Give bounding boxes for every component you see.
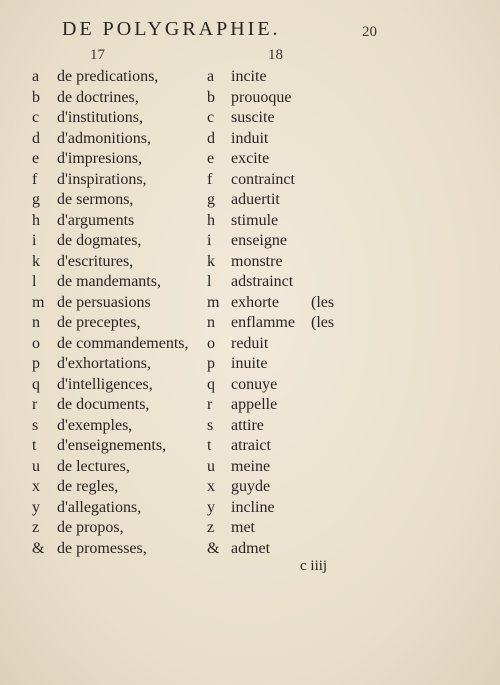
table-row [0, 129, 500, 150]
table-row [0, 313, 500, 334]
column-number-left: 17 [90, 47, 105, 63]
row-word-left: d'impresions, [57, 150, 143, 167]
row-word-left: de predications, [57, 68, 159, 85]
table-row [0, 272, 500, 293]
row-word-right: guyde [231, 478, 271, 495]
row-key-right: x [207, 478, 215, 495]
table-row [0, 354, 500, 375]
row-word-right: excite [231, 150, 270, 167]
row-word-right: inuite [231, 355, 268, 372]
row-key-right: e [207, 150, 215, 167]
row-word-right: stimule [231, 211, 279, 229]
row-word-left: d'inspirations, [57, 170, 147, 188]
row-key-right: b [207, 88, 215, 106]
row-word-right: atraict [231, 437, 271, 454]
row-word-left: d'institutions, [57, 109, 144, 126]
row-key-left: g [32, 191, 40, 208]
row-key-left: e [32, 150, 40, 167]
row-key-left: f [32, 170, 38, 188]
table-row [0, 190, 500, 211]
row-key-right: q [207, 375, 215, 393]
row-word-right: contrainct [231, 170, 295, 188]
row-word-right: admet [231, 539, 271, 557]
row-word-right: induit [231, 129, 269, 147]
row-key-left: z [32, 519, 40, 536]
row-key-right: o [207, 334, 215, 352]
row-key-left: u [32, 457, 40, 475]
row-bracket-note: (les [311, 314, 335, 331]
row-word-left: d'admonitions, [57, 129, 151, 147]
table-row [0, 149, 500, 170]
page-number: 20 [362, 24, 377, 40]
row-key-left: o [32, 334, 40, 352]
row-key-right: u [207, 457, 215, 475]
row-word-left: d'exemples, [57, 416, 133, 434]
row-word-right: suscite [231, 109, 275, 126]
row-word-left: d'intelligences, [57, 375, 153, 393]
row-key-right: n [207, 314, 215, 331]
row-key-right: & [207, 539, 220, 557]
row-word-left: de sermons, [57, 191, 134, 208]
row-word-left: de mandemants, [57, 273, 161, 290]
row-key-left: & [32, 539, 45, 557]
row-word-left: de promesses, [57, 539, 147, 557]
row-key-left: d [32, 129, 40, 147]
row-word-right: adstrainct [231, 273, 294, 290]
row-word-right: enflamme [231, 314, 295, 331]
row-word-right: prouoque [231, 88, 292, 106]
row-key-left: l [32, 273, 37, 290]
row-word-left: de lectures, [57, 457, 130, 475]
row-key-right: l [207, 273, 212, 290]
row-key-right: g [207, 191, 215, 208]
row-key-left: a [32, 68, 40, 85]
row-word-left: de persuasions [57, 293, 151, 311]
row-key-left: k [32, 252, 40, 270]
table-row [0, 457, 500, 478]
row-key-right: i [207, 232, 212, 249]
row-word-right: monstre [231, 252, 283, 270]
row-word-left: de documents, [57, 396, 150, 413]
row-word-right: reduit [231, 334, 269, 352]
cipher-table [0, 67, 500, 559]
table-row [0, 436, 500, 457]
table-row [0, 293, 500, 314]
row-key-left: s [32, 416, 39, 434]
row-bracket-note: (les [311, 293, 335, 311]
table-row [0, 88, 500, 109]
signature-mark: c iiij [300, 558, 328, 574]
row-word-left: de preceptes, [57, 314, 141, 331]
row-key-left: p [32, 355, 40, 372]
row-key-left: h [32, 211, 40, 229]
row-key-right: y [207, 498, 215, 516]
row-key-right: d [207, 129, 215, 147]
row-word-right: meine [231, 457, 271, 475]
row-key-right: p [207, 355, 215, 372]
row-word-left: d'arguments [57, 211, 135, 229]
row-key-left: t [32, 437, 37, 454]
row-key-left: q [32, 375, 40, 393]
row-key-left: x [32, 478, 40, 495]
row-key-right: t [207, 437, 212, 454]
row-key-right: m [207, 293, 220, 311]
row-word-right: enseigne [231, 232, 287, 249]
table-row [0, 170, 500, 191]
row-key-left: n [32, 314, 40, 331]
row-word-right: met [231, 519, 255, 536]
table-row [0, 231, 500, 252]
table-row [0, 211, 500, 232]
table-row [0, 334, 500, 355]
table-row [0, 498, 500, 519]
row-word-left: de doctrines, [57, 88, 139, 106]
running-head: DE POLYGRAPHIE. [62, 18, 281, 40]
row-key-left: c [32, 109, 40, 126]
row-word-left: de regles, [57, 478, 119, 495]
table-row [0, 416, 500, 437]
table-row [0, 395, 500, 416]
row-key-right: a [207, 68, 215, 85]
table-row [0, 252, 500, 273]
table-row [0, 477, 500, 498]
row-key-right: r [207, 396, 213, 413]
table-row [0, 67, 500, 88]
row-word-left: d'exhortations, [57, 355, 151, 372]
row-key-left: y [32, 498, 40, 516]
table-row [0, 539, 500, 560]
table-row [0, 375, 500, 396]
row-word-left: de propos, [57, 519, 124, 536]
row-word-left: d'escritures, [57, 252, 134, 270]
row-key-right: k [207, 252, 215, 270]
row-word-right: aduertit [231, 191, 280, 208]
row-key-right: z [207, 519, 215, 536]
row-word-left: d'allegations, [57, 498, 142, 516]
row-key-right: h [207, 211, 215, 229]
row-key-left: m [32, 293, 45, 311]
row-word-right: incite [231, 68, 267, 85]
row-word-right: appelle [231, 396, 278, 413]
table-row [0, 518, 500, 539]
row-key-right: s [207, 416, 214, 434]
row-key-left: b [32, 88, 40, 106]
row-key-left: r [32, 396, 38, 413]
row-key-right: f [207, 170, 213, 188]
row-word-right: incline [231, 498, 275, 516]
table-row [0, 108, 500, 129]
row-word-right: exhorte [231, 293, 279, 311]
row-word-right: conuye [231, 375, 278, 393]
row-word-left: de dogmates, [57, 232, 142, 249]
row-word-right: attire [231, 416, 264, 434]
row-word-left: de commandements, [57, 334, 189, 352]
row-key-left: i [32, 232, 37, 249]
column-number-right: 18 [268, 47, 283, 63]
row-key-right: c [207, 109, 215, 126]
row-word-left: d'enseignements, [57, 437, 167, 454]
